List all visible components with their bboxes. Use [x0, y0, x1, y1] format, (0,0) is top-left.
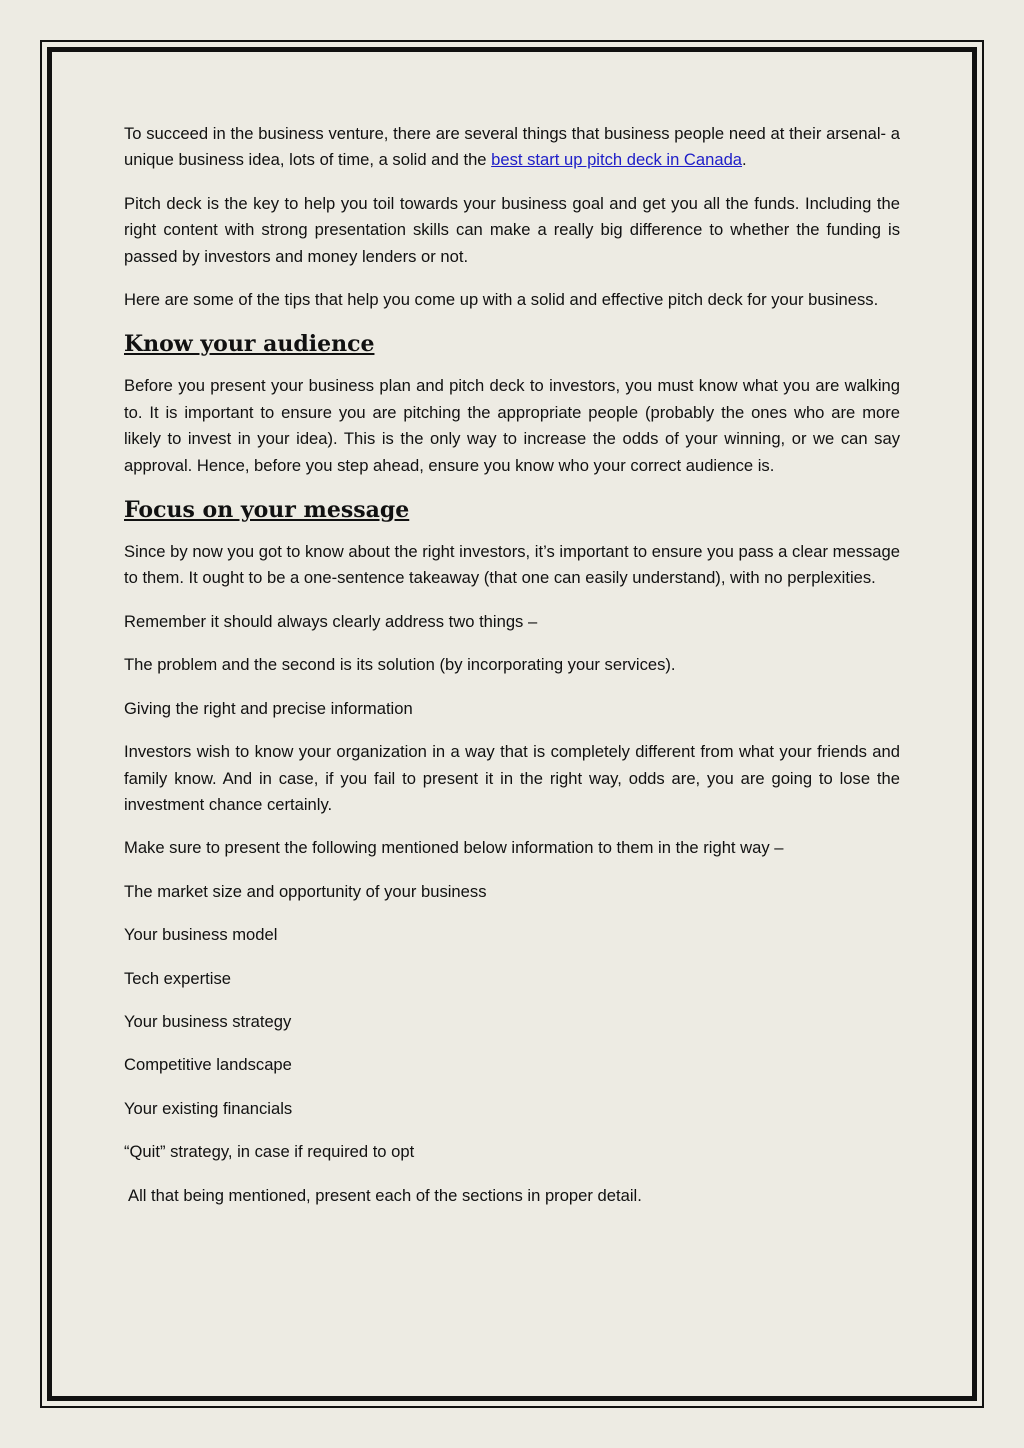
message-paragraph-3: The problem and the second is its solution (by incorporating your services).	[124, 655, 676, 675]
intro-paragraph-2: Pitch deck is the key to help you toil towards your business goal and get you all the funds. Including the right content with strong presentation skills can make a really big difference to whether the funding is passed by investors and money lenders or not.	[124, 193, 900, 266]
message-paragraph-4: Giving the right and precise information	[124, 698, 413, 718]
list-item: Tech expertise	[124, 968, 231, 988]
intro-paragraph-3: Here are some of the tips that help you come up with a solid and effective pitch deck for your business.	[124, 290, 879, 310]
closing-paragraph: All that being mentioned, present each of the sections in proper detail.	[128, 1185, 642, 1205]
intro-paragraph-1-text: To succeed in the business venture, there are several things that business people need at their arsenal- a unique business idea, lots of time, a solid and the	[124, 124, 900, 170]
list-item: Your existing financials	[124, 1098, 293, 1118]
list-item: The market size and opportunity of your business	[124, 881, 487, 901]
message-paragraph-6: Make sure to present the following mentioned below information to them in the right way –	[124, 838, 784, 858]
audience-paragraph: Before you present your business plan and pitch deck to investors, you must know what you are walking to. It is important to ensure you are pitching the appropriate people (probably the ones who are more likely to invest in your idea). This is the only way to increase the odds of your winning, or we can say approval. Hence, before you step ahead, ensure you know who your correct audience is.	[124, 376, 900, 475]
intro-paragraph-1-end: .	[742, 150, 747, 170]
heading-focus-on-your-message: Focus on your message	[124, 497, 410, 524]
intro-paragraph-1	[124, 121, 900, 174]
document-body	[124, 121, 900, 1226]
message-paragraph-1: Since by now you got to know about the right investors, it’s important to ensure you pass a clear message to them. It ought to be a one-sentence takeaway (that one can easily understand), with no perplexities.	[124, 542, 900, 588]
message-paragraph-2: Remember it should always clearly address two things –	[124, 611, 538, 631]
list-item: Your business strategy	[124, 1011, 292, 1031]
list-item: Competitive landscape	[124, 1055, 292, 1075]
list-item: “Quit” strategy, in case if required to opt	[124, 1142, 415, 1162]
list-item: Your business model	[124, 925, 278, 945]
heading-know-your-audience: Know your audience	[124, 331, 375, 358]
message-paragraph-5: Investors wish to know your organization in a way that is completely different from what your friends and family know. And in case, if you fail to present it in the right way, odds are, you are going to lose the investment chance certainly.	[124, 742, 900, 814]
pitch-deck-link[interactable]: best start up pitch deck in Canada	[491, 150, 743, 170]
